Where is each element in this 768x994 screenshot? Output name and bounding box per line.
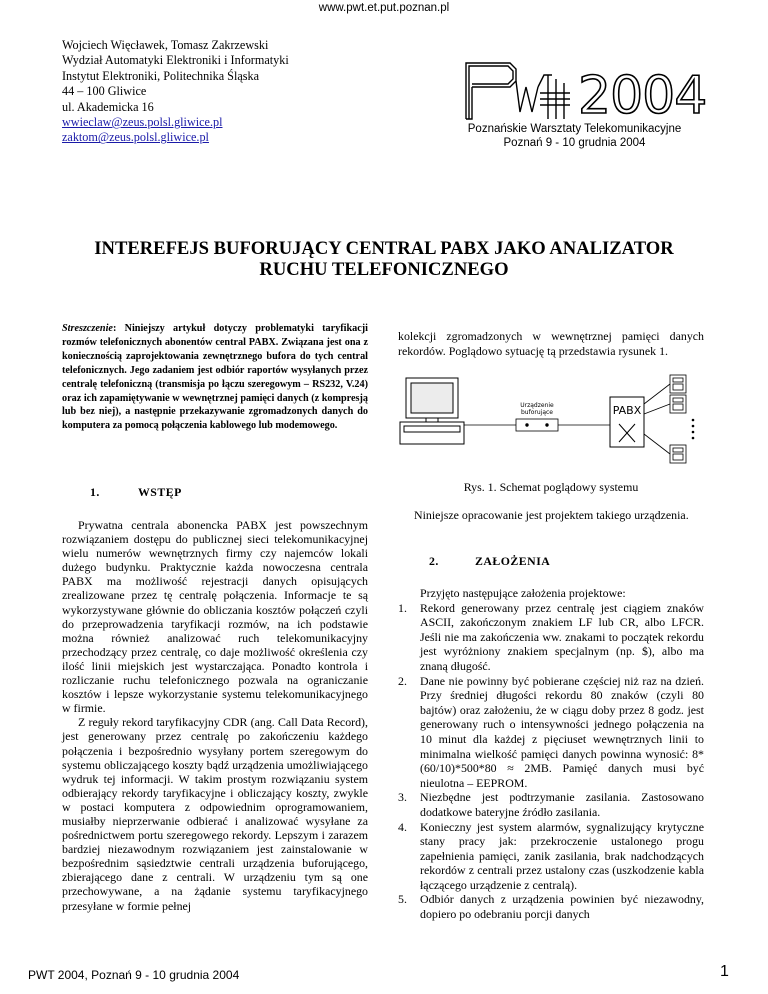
paragraph: kolekcji zgromadzonych w wewnętrznej pamięci danych rekordów. Poglądowo sytuację tą przedstawia rysunek 1. — [398, 329, 704, 358]
buffer-device — [516, 419, 558, 431]
section-number: 1. — [90, 485, 100, 499]
pabx-label: PABX — [612, 404, 642, 417]
system-diagram — [398, 364, 712, 464]
email-link[interactable]: wwieclaw@zeus.polsl.gliwice.pl — [62, 115, 223, 130]
list-item — [398, 790, 704, 819]
list-item — [398, 820, 704, 893]
list-text: Konieczny jest system alarmów, sygnalizujący krytyczne stany pracy jak: przekroczenie ustalonego progu zapełnienia pamięci, zanik zasilania, brak nadchodzących rekordów z centrali przez ustalony czas (uszkodzenie kabla łączącego urządzenie z centralą). — [420, 819, 704, 892]
logo-caption-line2: Poznań 9 - 10 grudnia 2004 — [503, 137, 646, 149]
paragraph: Prywatna centrala abonencka PABX jest powszechnym rozwiązaniem dostępu do publicznej sieci telekomunikacyjnej wielu numerów wewnętrznych firmy czy najemców lokali dużego budynku. Praktycznie każda nowoczesna centrala PABX ma możliwość rejestracji danych opisujących zrealizowane przez tę centralę połączenia. Informacje te są wykorzystywane głównie do obliczania kosztów połączeń czyli do przeprowadzenia taryfikacji rozmów, na ich podstawie można również analizować ruch telekomunikacyjny przechodzący przez centralę, co daje możliwość określenia czy ilość linii miejskich jest wystarczająca. Ponadto kontrola i rozliczanie ruchu telefonicznego pozwala na ograniczanie kosztów i lepsze wykorzystanie systemu telekomunikacyjnego w firmie. — [62, 518, 368, 716]
paragraph: Niniejsze opracowanie jest projektem takiego urządzenia. — [414, 508, 689, 522]
list-number: 3. — [398, 790, 407, 805]
ellipsis-dots — [692, 419, 695, 440]
title-line1: INTEREFEJS BUFORUJĄCY CENTRAL PABX JAKO ANALIZATOR — [94, 238, 674, 259]
section-body — [62, 518, 368, 913]
list-text: Niezbędne jest podtrzymanie zasilania. Zastosowano dodatkowe bateryjne źródło zasilania. — [420, 790, 704, 819]
telephone-icon — [670, 375, 686, 463]
page-footer: PWT 2004, Poznań 9 - 10 grudnia 2004 — [28, 968, 240, 982]
abstract-text: : Niniejszy artykuł dotyczy problematyki taryfikacji rozmów telefonicznych abonentów central PABX. Związana jest ona z koniecznością zaprojektowania zewnętrznego bufora do tych central telefonicznych. Jego zadaniem jest odbiór raportów wysyłanych przez centralę telefoniczną (transmisja po łączu szeregowym – RS232, V.24) oraz ich zapamiętywanie w wewnętrznej pamięci danych (z kompresją lub bez niej), a następnie przekazywanie zgromadzonych danych do komputera za pomocą połączenia kablowego lub modemowego. — [62, 323, 368, 432]
list-text: Rekord generowany przez centralę jest ciągiem znaków ASCII, zakończonym znakiem LF lub CR, albo LFCR. Jeśli nie ma zakończenia ww. znakami to początek rekordu jest wyróżniony znakiem specjalnym (np. $), albo ma znaną długość. — [420, 600, 704, 673]
section-number: 2. — [429, 554, 439, 568]
paper-title — [62, 238, 706, 280]
list-text: Dane nie powinny być pobierane częściej niż raz na dzień. Przy średniej długości rekordu 80 znaków (czyli 80 bajtów) oraz założeniu, że w ciągu doby przez 8 godz. jest generowany ruch o intensywności jednego połączenia na 10 minut dla każdej z pięciuset wewnętrznych linii to minimalna wielkość pamięci danych powinna wynosić: 8*(60/10)*500*80 ≈ 2MB. Pamięć danych musi być nieulotna – EEPROM. — [420, 673, 704, 790]
list-number: 2. — [398, 673, 407, 688]
list-number: 5. — [398, 892, 407, 907]
list-text: Odbiór danych z urządzenia powinien być niezawodny, dopiero po odebraniu porcji danych — [420, 892, 704, 922]
figure-caption: Rys. 1. Schemat poglądowy systemu — [463, 480, 639, 494]
section-heading — [62, 485, 182, 500]
section-title: ZAŁOŻENIA — [475, 554, 551, 568]
section-heading — [429, 554, 550, 569]
author-line: Wojciech Więcławek, Tomasz Zakrzewski — [62, 38, 269, 52]
logo-year: 2004 — [578, 66, 707, 126]
logo-caption — [462, 122, 687, 150]
page-number: 1 — [720, 963, 729, 980]
paragraph: Z reguły rekord taryfikacyjny CDR (ang. Call Data Record), jest generowany przez centralę po zakończeniu każdego połączenia i bezpośrednio wysyłany portem szeregowym do systemu obliczającego koszty bądź urządzenia umożliwiającego wydruk tej informacji. W takim prostym rozwiązaniu system odbierający rekordy taryfikacyjne i obliczający koszty, zwykle w postaci komputera z odpowiednim oprogramowaniem, musiałby nieprzerwanie odbierać i analizować wysyłane za pośrednictwem portu szeregowego rekordy. Lepszym i zarazem bardziej niezawodnym rozwiązaniem jest zainstalowanie w bezpośrednim sąsiedztwie centrali urządzenia buforującego, zbierającego dane z centrali. W urządzeniu tym są one przechowywane, a na żądanie systemu taryfikacyjnego przesyłane w formie pełnej — [62, 715, 368, 913]
buffer-label: buforujące — [521, 409, 553, 416]
list-number: 1. — [398, 600, 407, 615]
author-line: Instytut Elektroniki, Politechnika Śląska — [62, 68, 260, 83]
email-link[interactable]: zaktom@zeus.polsl.gliwice.pl — [62, 130, 209, 145]
logo-caption-line1: Poznańskie Warsztaty Telekomunikacyjne — [467, 123, 682, 135]
site-url[interactable]: www.pwt.et.put.poznan.pl — [318, 2, 450, 14]
buffer-label: Urządzenie — [520, 402, 554, 409]
abstract-label: Streszczenie — [62, 323, 113, 334]
author-block — [62, 38, 289, 146]
title-line2: RUCHU TELEFONICZNEGO — [259, 259, 509, 280]
abstract — [62, 322, 368, 433]
computer-icon — [400, 378, 464, 444]
section-title: WSTĘP — [138, 485, 182, 499]
author-line: Wydział Automatyki Elektroniki i Informatyki — [62, 53, 289, 68]
author-line: 44 – 100 Gliwice — [62, 84, 147, 99]
assumptions-list — [398, 586, 704, 922]
list-number: 4. — [398, 819, 407, 834]
phone-lines — [644, 384, 670, 454]
author-line: ul. Akademicka 16 — [62, 99, 154, 114]
list-lead: Przyjęto następujące założenia projektowe: — [420, 586, 626, 600]
list-item — [398, 892, 704, 921]
list-item — [398, 674, 704, 791]
list-item — [398, 601, 704, 674]
section-body — [398, 508, 704, 523]
